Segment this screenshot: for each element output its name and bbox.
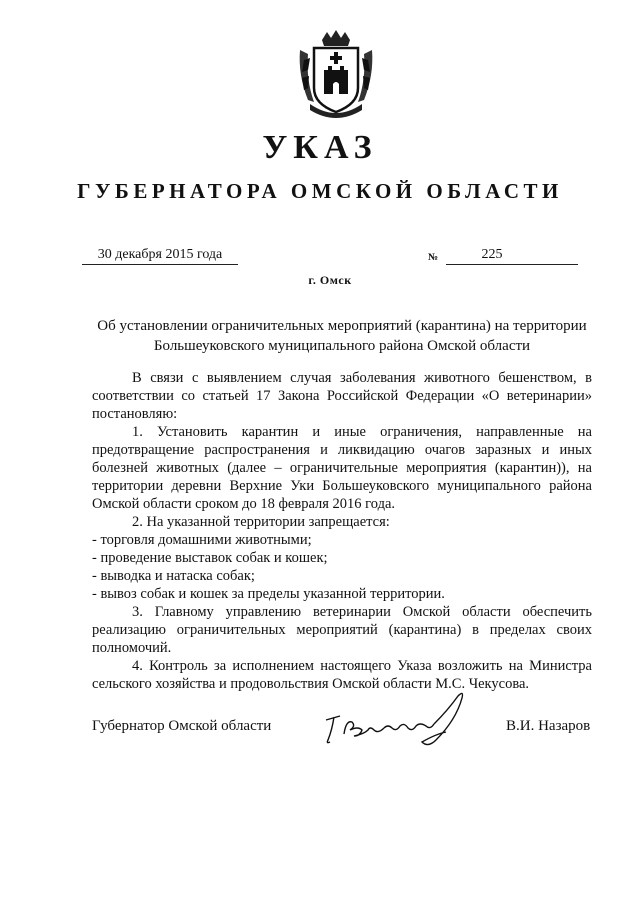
decree-heading: Об установлении ограничительных мероприятий (карантина) на территории Большеуковского муниципального района Омской области <box>97 318 587 354</box>
paragraph-1: 1. Установить карантин и иные ограничения, направленные на предотвращение распространения и ликвидацию очагов заразных и иных болезней животных (далее – ограничительные мероприятия (карантин)), на территории деревни Верхние Уки Большеуковского муниципального района Омской области сроком до 18 февраля 2016 года. <box>92 424 592 512</box>
coat-of-arms-emblem <box>296 30 376 120</box>
city-name: г. Омск <box>308 273 352 287</box>
intro-paragraph: В связи с выявлением случая заболевания животного бешенством, в соответствии со статьей 17 Закона Российской Федерации «О ветеринарии» постановляю: <box>92 370 592 422</box>
number-label: № <box>428 252 439 263</box>
paragraph-2: 2. На указанной территории запрещается: <box>132 514 390 530</box>
decree-date: 30 декабря 2015 года <box>82 246 238 265</box>
signer-name: В.И. Назаров <box>506 718 591 734</box>
paragraph-4: 4. Контроль за исполнением настоящего Указа возложить на Министра сельского хозяйства и продовольствия Омской области М.С. Чекусова. <box>92 658 592 692</box>
list-item: - вывоз собак и кошек за пределы указанной территории. <box>92 586 445 602</box>
document-subtitle: ГУБЕРНАТОРА ОМСКОЙ ОБЛАСТИ <box>77 179 563 203</box>
decree-number: 225 <box>481 247 503 262</box>
decree-number-field <box>446 246 578 265</box>
list-item: - проведение выставок собак и кошек; <box>92 550 328 566</box>
list-item: - торговля домашними животными; <box>92 532 312 548</box>
document-title: УКАЗ <box>262 129 378 166</box>
signer-title: Губернатор Омской области <box>92 718 272 734</box>
list-item: - выводка и натаска собак; <box>92 568 255 584</box>
handwritten-signature <box>318 690 473 750</box>
paragraph-3: 3. Главному управлению ветеринарии Омской области обеспечить реализацию ограничительных мероприятий (карантина) в пределах своих полномочий. <box>92 604 592 656</box>
